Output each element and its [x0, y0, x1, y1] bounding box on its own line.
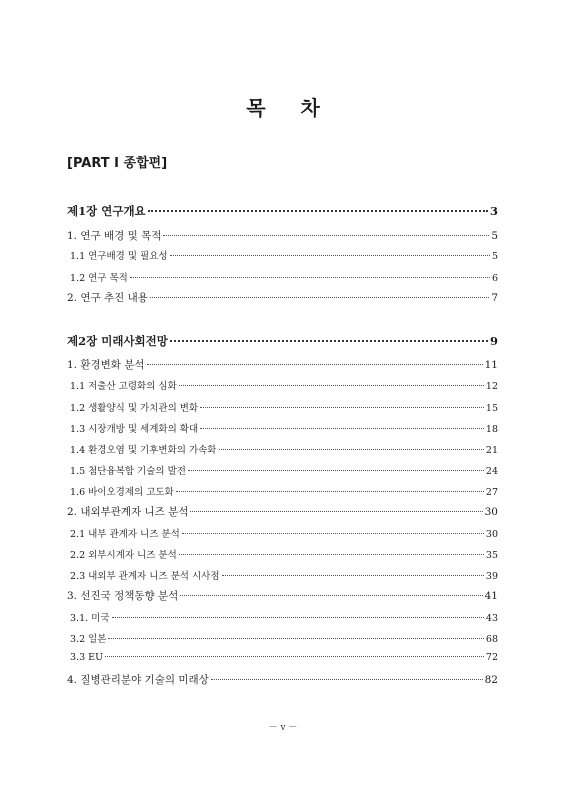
toc-entry-subsection[interactable] [70, 463, 498, 479]
toc-entry-subsection[interactable] [70, 378, 498, 394]
dot-leader [190, 511, 482, 512]
toc-entry-subsection[interactable] [70, 442, 498, 458]
toc-entry-page: 9 [489, 334, 498, 348]
toc-entry-subsection[interactable] [70, 270, 498, 286]
toc-entry-page: 41 [484, 590, 498, 602]
toc-entry-label: 1.2 생활양식 및 가치관의 변화 [70, 403, 199, 414]
dot-leader [179, 385, 484, 386]
dot-leader [176, 491, 484, 492]
toc-entry-page: 5 [491, 251, 498, 262]
toc-entry-page: 82 [484, 674, 498, 686]
dot-leader [150, 297, 489, 298]
part-heading: [PART Ⅰ 종합편] [67, 156, 168, 171]
toc-entry-page: 11 [484, 359, 498, 371]
toc-entry-subsection[interactable] [70, 248, 498, 264]
toc-entry-chapter[interactable] [67, 203, 498, 219]
toc-entry-label: 1.1 저출산 고령화의 심화 [70, 381, 177, 392]
toc-entry-label: 1.4 환경오염 및 기후변화의 가속화 [70, 445, 217, 456]
toc-entry-page: 21 [485, 445, 498, 456]
toc-entry-label: 2. 내외부관계자 니즈 분석 [67, 506, 189, 518]
toc-entry-subsection[interactable] [70, 547, 498, 563]
toc-entry-section[interactable] [67, 357, 498, 373]
toc-entry-subsection[interactable] [70, 421, 498, 437]
toc-entry-label: 1.2 연구 목적 [70, 273, 128, 284]
toc-entry-page: 35 [485, 550, 498, 561]
toc-entry-page: 43 [485, 613, 498, 624]
toc-entry-section[interactable] [67, 290, 498, 306]
toc-entry-label: 1.6 바이오경제의 고도화 [70, 487, 174, 498]
toc-entry-section[interactable] [67, 588, 498, 604]
dot-leader [147, 364, 483, 365]
toc-entry-page: 68 [485, 634, 498, 645]
toc-entry-section[interactable] [67, 504, 498, 520]
toc-entry-subsection[interactable] [70, 631, 498, 647]
toc-entry-page: 30 [485, 529, 498, 540]
toc-title: 목 차 [246, 96, 334, 120]
toc-entry-page: 7 [491, 292, 498, 304]
toc-entry-label: 3.1. 미국 [70, 613, 110, 624]
dot-leader [180, 595, 482, 596]
dot-leader [219, 449, 484, 450]
toc-entry-label: 4. 질병관리분야 기술의 미래상 [67, 674, 209, 686]
toc-entry-label: 1. 연구 배경 및 목적 [67, 230, 162, 242]
dot-leader [200, 428, 484, 429]
toc-entry-page: 6 [491, 273, 498, 284]
toc-entry-subsection[interactable] [70, 484, 498, 500]
dot-leader [163, 235, 489, 236]
toc-entry-label: 1. 환경변화 분석 [67, 359, 145, 371]
dot-leader [182, 533, 484, 534]
toc-entry-label: 2.3 내외부 관계자 니즈 분석 시사점 [70, 571, 220, 582]
dot-leader [112, 617, 484, 618]
dot-leader [211, 679, 483, 680]
dot-leader [200, 407, 484, 408]
toc-entry-label: 2. 연구 추진 내용 [67, 292, 148, 304]
dot-leader [130, 277, 490, 278]
toc-entry-page: 39 [485, 571, 498, 582]
dot-leader [170, 255, 490, 256]
toc-entry-subsection[interactable] [70, 610, 498, 626]
toc-entry-page: 72 [485, 652, 498, 663]
dot-leader [170, 340, 488, 342]
toc-entry-chapter[interactable] [67, 333, 498, 349]
toc-entry-page: 12 [485, 381, 498, 392]
toc-entry-page: 18 [485, 424, 498, 435]
page-number-footer: － v － [268, 723, 298, 733]
dot-leader [179, 554, 484, 555]
toc-entry-label: 제2장 미래사회전망 [67, 334, 168, 348]
dot-leader [105, 656, 484, 657]
toc-entry-subsection[interactable] [70, 568, 498, 584]
toc-entry-label: 1.5 첨단융복합 기술의 발전 [70, 466, 186, 477]
toc-entry-page: 15 [485, 403, 498, 414]
toc-entry-label: 3. 선진국 정책동향 분석 [67, 590, 179, 602]
toc-entry-label: 3.3 EU [70, 652, 104, 663]
toc-entry-page: 30 [484, 506, 498, 518]
toc-entry-section[interactable] [67, 672, 498, 688]
toc-entry-subsection[interactable] [70, 400, 498, 416]
dot-leader [108, 638, 483, 639]
dot-leader [188, 470, 484, 471]
toc-entry-page: 5 [491, 230, 498, 242]
toc-entry-page: 24 [485, 466, 498, 477]
toc-entry-label: 제1장 연구개요 [67, 204, 146, 218]
toc-entry-label: 2.2 외부시계자 니즈 분석 [70, 550, 177, 561]
toc-entry-label: 1.1 연구배경 및 필요성 [70, 251, 168, 262]
toc-entry-subsection[interactable] [70, 526, 498, 542]
toc-entry-label: 3.2 일본 [70, 634, 107, 645]
toc-entry-subsection[interactable] [70, 652, 498, 668]
toc-entry-page: 27 [485, 487, 498, 498]
toc-entry-page: 3 [489, 204, 498, 218]
toc-entry-label: 2.1 내부 관계자 니즈 분석 [70, 529, 180, 540]
toc-entry-label: 1.3 시장개방 및 세계화의 확대 [70, 424, 199, 435]
toc-entry-section[interactable] [67, 228, 498, 244]
dot-leader [148, 210, 488, 212]
dot-leader [222, 575, 484, 576]
